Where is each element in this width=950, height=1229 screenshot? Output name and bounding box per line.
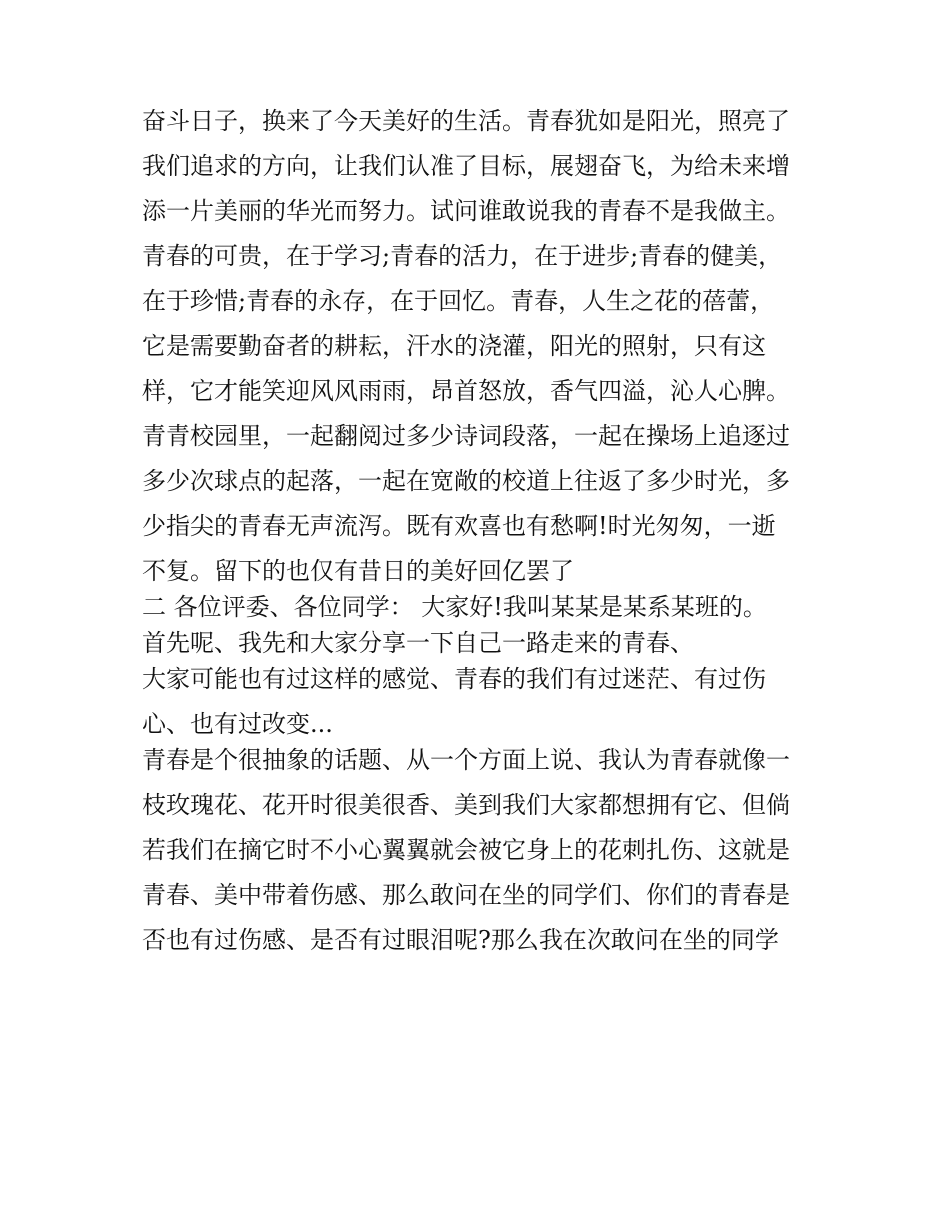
text-line: 奋斗日子，换来了今天美好的生活。青春犹如是阳光，照亮了 — [142, 107, 790, 135]
body-text — [142, 108, 822, 972]
text-line: 它是需要勤奋者的耕耘，汗水的浇灌，阳光的照射，只有这 — [142, 332, 766, 360]
text-line: 否也有过伤感、是否有过眼泪呢?那么我在次敢问在坐的同学 — [142, 926, 779, 954]
text-line: 青春的可贵，在于学习;青春的活力，在于进步;青春的健美， — [142, 242, 783, 270]
text-line: 青青校园里，一起翻阅过多少诗词段落，一起在操场上追逐过 — [142, 422, 790, 450]
text-line: 不复。留下的也仅有昔日的美好回亿罢了 — [142, 557, 574, 585]
text-line: 枝玫瑰花、花开时很美很香、美到我们大家都想拥有它、但倘 — [142, 791, 790, 819]
text-line: 首先呢、我先和大家分享一下自己一路走来的青春、 — [142, 629, 694, 657]
text-line: 大家可能也有过这样的感觉、青春的我们有过迷茫、有过伤 — [142, 665, 766, 693]
text-line: 在于珍惜;青春的永存，在于回忆。青春，人生之花的蓓蕾， — [142, 287, 775, 315]
text-line: 我们追求的方向，让我们认准了目标，展翅奋飞，为给未来增 — [142, 152, 790, 180]
text-line: 添一片美丽的华光而努力。试问谁敢说我的青春不是我做主。 — [142, 197, 790, 225]
text-line: 多少次球点的起落，一起在宽敞的校道上往返了多少时光，多 — [142, 467, 790, 495]
text-line: 心、也有过改变... — [142, 710, 333, 738]
text-line: 青春、美中带着伤感、那么敢问在坐的同学们、你们的青春是 — [142, 881, 790, 909]
text-line: 样，它才能笑迎风风雨雨，昂首怒放，香气四溢，沁人心脾。 — [142, 377, 790, 405]
text-line: 若我们在摘它时不小心翼翼就会被它身上的花刺扎伤、这就是 — [142, 836, 790, 864]
section-heading-line: 二 各位评委、各位同学： 大家好!我叫某某是某系某班的。 — [142, 593, 767, 621]
text-line: 少指尖的青春无声流泻。既有欢喜也有愁啊!时光匆匆，一逝 — [142, 512, 776, 540]
text-line: 青春是个很抽象的话题、从一个方面上说、我认为青春就像一 — [142, 746, 790, 774]
